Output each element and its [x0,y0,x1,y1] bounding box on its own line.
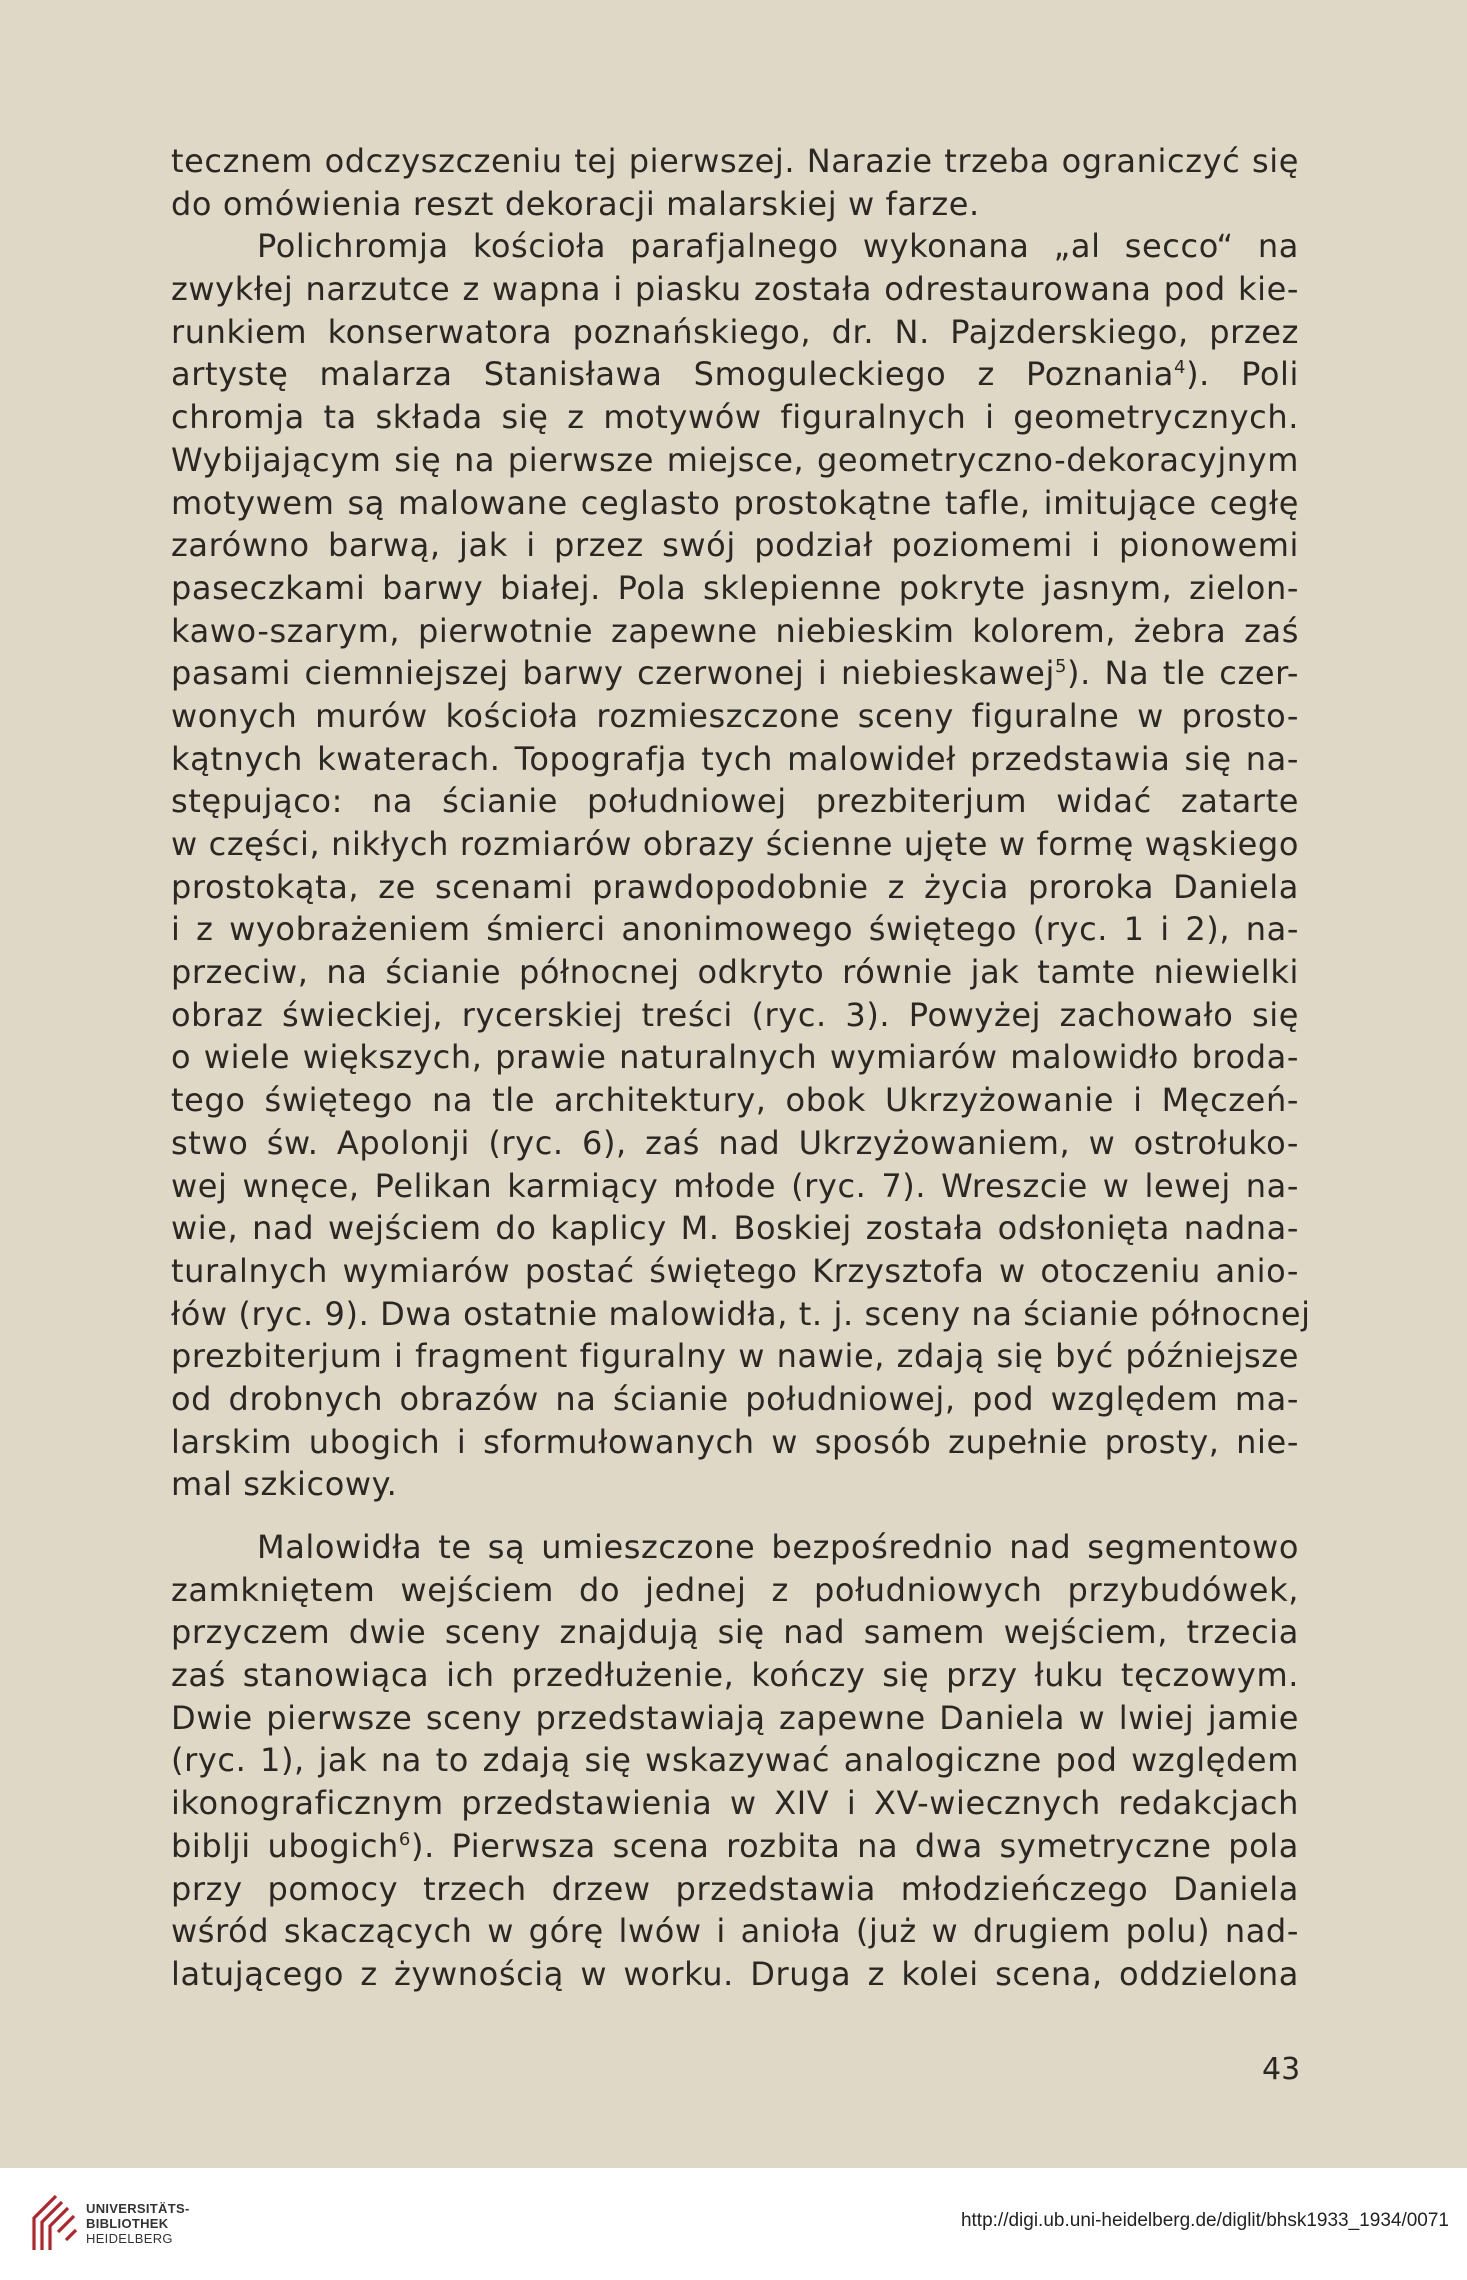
text-line-content: stwo św. Apolonji (ryc. 6), zaś nad Ukrzyżowaniem, w ostrołuko- [171,1123,1299,1162]
text-line [171,567,1299,610]
text-line-content: ikonograficznym przedstawienia w XIV i XV-wiecznych redakcjach [171,1784,1299,1823]
page-number: 43 [1262,2052,1301,2087]
text-line-content: mal szkicowy. [171,1465,398,1504]
text-line-content: chromja ta składa się z motywów figuralnych i geometrycznych. [171,398,1299,437]
text-line [171,1611,1299,1654]
text-line-content: przyczem dwie sceny znajdują się nad samem wejściem, trzecia [171,1613,1299,1652]
text-line [171,695,1299,738]
text-line-content: w części, nikłych rozmiarów obrazy ścienne ujęte w formę wąskiego [171,825,1299,863]
text-line [171,994,1299,1037]
text-line-content: prezbiterjum i fragment figuralny w nawie, zdają się być późniejsze [171,1337,1299,1376]
text-line [171,908,1299,951]
library-name-line2: BIBLIOTHEK [86,2216,169,2231]
text-line-content: turalnych wymiarów postać świętego Krzysztofa w otoczeniu anio- [171,1251,1299,1290]
text-line-content: prostokąta, ze scenami prawdopodobnie z życia proroka Daniela [171,867,1299,906]
text-line [171,1526,1299,1569]
library-logo-icon [30,2188,80,2254]
text-line [171,610,1299,653]
text-line [171,1122,1299,1165]
text-line-content: artystę malarza Stanisława Smoguleckiego z Poznania [171,355,1174,394]
text-line-content: (ryc. 1), jak na to zdają się wskazywać analogiczne pod względem [171,1741,1299,1780]
text-line-content: zaś stanowiąca ich przedłużenie, kończy się przy łuku tęczowym. [171,1656,1299,1695]
text-line [171,1569,1299,1612]
text-line [171,1293,1311,1336]
text-line [171,396,1299,439]
text-line [171,780,1299,823]
text-line-continuation: ). Pierwsza scena rozbita na dwa symetryczne pola [410,1826,1299,1865]
text-line-content: motywem są malowane ceglasto prostokątne tafle, imitujące cegłę [171,483,1299,522]
text-line-content: biblji ubogich [171,1826,399,1865]
text-line-content: i z wyobrażeniem śmierci anonimowego świętego (ryc. 1 i 2), na- [171,910,1299,949]
text-line [171,823,1299,866]
text-line [171,1250,1299,1293]
text-line-content: kątnych kwaterach. Topografja tych malowideł przedstawia się na- [171,739,1299,778]
text-line-content: wej wnęce, Pelikan karmiący młode (ryc. 7). Wreszcie w lewej na- [171,1166,1299,1205]
text-line-continuation: ). Poli [1186,355,1299,394]
text-line [171,866,1299,909]
text-line-continuation: ). Na tle czer- [1067,654,1300,693]
text-line-content: wonych murów kościoła rozmieszczone sceny figuralne w prosto- [171,696,1299,735]
text-line-content: zwykłej narzutce z wapna i piasku została odrestaurowana pod kie- [171,270,1299,309]
text-line-content: od drobnych obrazów na ścianie południowej, pod względem ma- [171,1379,1299,1418]
text-line-content: runkiem konserwatora poznańskiego, dr. N. Pajzderskiego, przez [171,312,1299,351]
footnote-marker: 6 [398,1828,411,1850]
library-name-line3: HEIDELBERG [86,2231,173,2246]
text-line-content: larskim ubogich i sformułowanych w sposób zupełnie prosty, nie- [171,1422,1299,1461]
text-line [171,183,1299,226]
body-text [171,140,1311,1996]
text-line [171,140,1299,183]
text-line-content: do omówienia reszt dekoracji malarskiej w farze. [171,184,980,223]
text-line [171,1079,1299,1122]
text-line [171,1335,1299,1378]
text-line [171,1207,1299,1250]
text-line-content: wśród skaczących w górę lwów i anioła (już w drugiem polu) nad- [171,1912,1299,1951]
footnote-marker: 5 [1054,656,1068,678]
text-line [171,951,1299,994]
text-line [171,524,1299,567]
library-name-line1: UNIVERSITÄTS- [86,2201,190,2216]
text-line [171,1421,1299,1464]
text-line [171,1654,1299,1697]
text-line [171,1463,1299,1506]
text-line [171,439,1299,482]
text-line-content: Dwie pierwsze sceny przedstawiają zapewne Daniela w lwiej jamie [171,1698,1299,1737]
text-line [171,1036,1299,1079]
text-line-content: tecznem odczyszczeniu tej pierwszej. Narazie trzeba ograniczyć się [171,142,1299,180]
text-line-content: o wiele większych, prawie naturalnych wymiarów malowidło broda- [171,1038,1299,1077]
library-name [86,2201,190,2246]
text-line-content: pasami ciemniejszej barwy czerwonej i niebieskawej [171,654,1055,693]
text-line [171,652,1299,695]
text-line [171,1378,1299,1421]
text-line-content: przy pomocy trzech drzew przedstawia młodzieńczego Daniela [171,1869,1299,1908]
text-line [171,482,1299,525]
text-line-content: paseczkami barwy białej. Pola sklepienne pokryte jasnym, zielon- [171,568,1299,607]
text-line-content: zarówno barwą, jak i przez swój podział poziomemi i pionowemi [171,526,1299,565]
text-line-content: Malowidła te są umieszczone bezpośrednio nad segmentowo [257,1528,1299,1566]
text-line [171,1825,1299,1868]
text-line [171,1697,1299,1740]
text-line [171,268,1299,311]
text-line [171,1782,1299,1825]
text-line [171,1165,1299,1208]
text-line-content: obraz świeckiej, rycerskiej treści (ryc. 3). Powyżej zachowało się [171,995,1299,1034]
footnote-marker: 4 [1174,357,1187,379]
text-line [171,738,1299,781]
text-line-content: stępująco: na ścianie południowej prezbiterjum widać zatarte [171,782,1299,821]
text-line-content: Polichromja kościoła parafjalnego wykonana „al secco“ na [257,227,1299,266]
text-line-content: przeciw, na ścianie północnej odkryto równie jak tamte niewielki [171,953,1299,992]
text-line-content: łów (ryc. 9). Dwa ostatnie malowidła, t. j. sceny na ścianie północnej [171,1294,1311,1333]
source-url-link[interactable]: http://digi.ub.uni-heidelberg.de/diglit/bhsk1933_1934/0071 [960,2210,1449,2231]
text-line [171,1953,1299,1996]
text-line [171,353,1299,396]
text-line-content: wie, nad wejściem do kaplicy M. Boskiej została odsłonięta nadna- [171,1209,1299,1248]
text-line [171,225,1299,268]
text-line [171,1868,1299,1911]
text-line-content: Wybijającym się na pierwsze miejsce, geometryczno-dekoracyjnym [171,440,1299,479]
text-line [171,1739,1299,1782]
text-line-content: kawo-szarym, pierwotnie zapewne niebieskim kolorem, żebra zaś [171,611,1299,650]
text-line-content: zamkniętem wejściem do jednej z południowych przybudówek, [171,1570,1299,1609]
text-line-content: tego świętego na tle architektury, obok Ukrzyżowanie i Męczeń- [171,1081,1299,1120]
text-line [171,1910,1299,1953]
text-line [171,311,1299,354]
text-line-content: latującego z żywnością w worku. Druga z kolei scena, oddzielona [171,1954,1299,1993]
viewer-footer [0,2168,1467,2280]
